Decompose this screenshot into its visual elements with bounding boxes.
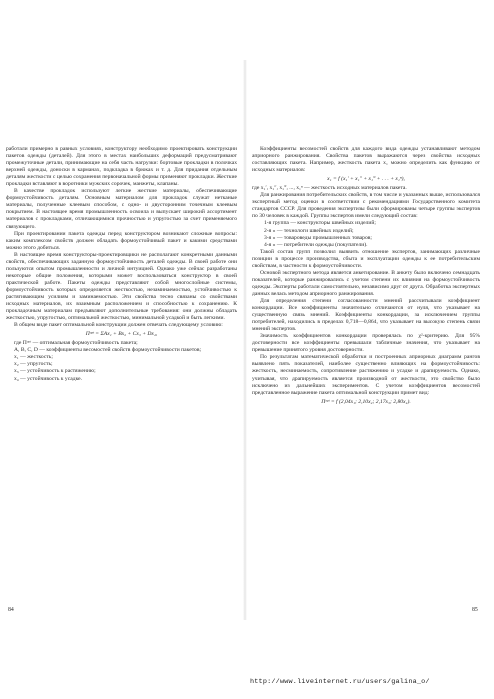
expert-group-item: 3-я » — товароведы промышленных товаров;	[264, 234, 372, 241]
left-page	[6, 146, 241, 616]
expert-groups-list	[252, 220, 480, 248]
right-paragraph: Такой состав групп позволил выявить отношение экспертов, занимающих различные позиции в процессе производства, сбыта и эксплуатации одежды к ее потребительским свойствам, в частности к формоустойчивости.	[252, 248, 480, 269]
definition-item: где Пᵒᵖᵗ — оптимальная формоустойчивость пакета;	[14, 340, 138, 347]
right-paragraph: Для ранжирования потребительских свойств, в том числе и указанных выше, использовался экспертный метод оценки в соответствии с рекомендациями Государственного комитета стандартов СССР. Для проведения экспертизы были сформированы четыре группы экспертов по 30 человек в каждой. Группы экспертов имели следующий состав:	[252, 192, 480, 220]
optimal-package-formula: Пᵒᵖᵗ = f (2,04x₁; 2,10x₂; 2,17x₃; 2,80x₄).	[321, 398, 411, 405]
definition-item: A, B, C, D — коэффициенты весомостей свойств формоустойчивости пакетов;	[14, 347, 202, 354]
formula-definitions	[6, 340, 237, 382]
optimal-stability-formula: Пᵒᵖᵗ = ΣAx₁ + Bx₂ + Cx₃ + Dx₄,	[85, 331, 158, 338]
left-paragraph: В общем виде пакет оптимальной конструкции должен отвечать следующему условию:	[14, 322, 223, 329]
source-url-watermark: http://www.liveinternet.ru/users/galina_o/	[250, 678, 430, 686]
right-paragraph: Основой экспертного метода является анкетирование. В анкету было включено семнадцать показателей, которые ранжировались с учетом степени их влияния на формоустойчивость одежды. Эксперты работали самостоятельно, независимо друг от друга. Обработка экспертных данных велась методом априорного ранжирования.	[252, 269, 480, 297]
definition-item: x₁ — жесткость;	[14, 354, 53, 361]
left-paragraph: В настоящее время конструкторы-проектировщики не располагают конкретными данными свойств, обеспечивающих заданную формоустойчивость деталей одежды. В своей работе они пользуются опытом промышленности и личной интуицией. Однако уже сейчас разработаны некоторые общие положения, которыми может воспользоваться конструктор в своей практической работе. Пакеты одежды представляют собой многослойные системы, формоустойчивость которых определяется жесткостью, незаминаемостью, устойчивостью к растягивающим усилиям и заминаемостью. Эти свойства тесно связаны со свойствами исходных материалов, их взаимным расположением и способностью к сохранению. К прокладочным материалам предъявляют дополнительные требования: они должны обладать жесткостью, упругостью, оптимальной жесткостью, минимальной усадкой и быть легкими.	[6, 251, 237, 322]
right-paragraph: Коэффициенты весомостей свойств для каждого вида одежды устанавливают методом априорного ранжирования. Свойства пакетов выражаются через свойства исходных составляющих пакета. Например, жесткость пакета x₁ можно определить как функцию от исходных материалов:	[252, 146, 480, 174]
expert-group-item: 4-я » — потребители одежды (покупатели).	[264, 241, 368, 248]
right-paragraph: Значимость коэффициентов конкордации проверялась по χ²-критерию. Для 95% достоверности все коэффициенты превышали табличные значения, что указывает на превышение принятого уровня достоверности.	[252, 333, 480, 354]
left-paragraph: работали примерно в равных условиях, конструктору необходимо проектировать конструкции пакетов одежды (деталей). Для этого в местах наибольших деформаций предусматривают промежуточные детали, принимающие на себя часть нагрузки: бортовые прокладки в полочках верхней одежды, доноски в карманах, подкладка в брюках и т. д. Для придания отдельным деталям жесткости с целью сохранения первоначальной формы применяют прокладки. Жесткие прокладки вставляют в воротники мужских сорочек, манжеты, клапаны.	[6, 146, 237, 188]
expert-group-item: 1-я группа — конструкторы швейных изделий;	[264, 220, 376, 227]
left-paragraph: В качестве прокладок используют легкие жесткие материалы, обеспечивающие формоустойчивость деталям. Основным материалом для прокладок служат нетканые материалы, полученные клеевым способом, с одно- и двусторонним точечным клеевым покрытием. В настоящее время промышленность освоила и выпускает широкий ассортимент материалов с прокладками, отличающимися прочностью и упругостью за счет применяемого связующего.	[6, 188, 237, 230]
left-paragraph: При проектировании пакета одежды перед конструктором возникают сложные вопросы: каким комплексом свойств должен обладать формоустойчивый пакет и какими средствами можно этого добиться.	[6, 230, 237, 251]
expert-group-item: 2-я » — технологи швейных изделий;	[264, 227, 354, 234]
definition-item: x₃ — устойчивость к растяжению;	[14, 368, 96, 375]
right-paragraph: Для определения степени согласованности мнений рассчитывали коэффициент конкордации. Все коэффициенты значительно отличаются от нуля, что указывает на существенную связь мнений. Коэффициенты конкордации, за исключением группы потребителей, находились в пределах 0,718—0,864, что указывает на высокую степень связи мнений экспертов.	[252, 297, 480, 333]
stiffness-formula: x₁ = f (x₁′ + x₁″ + x₁‴ + . . . + x₁ⁿ),	[327, 176, 405, 183]
book-gutter	[243, 60, 247, 620]
definition-item: x₄ — устойчивость к усадке.	[14, 375, 83, 382]
right-paragraph: По результатам математической обработки и построенных априорных диаграмм рангов выявлено пять показателей, наиболее существенно влияющих на формоустойчивость: жесткость, несминаемость, сопротивление растяжению и усадке и драпируемость. Однако, учитывая, что драпируемость является производной от жесткости, это свойство было исключено из дальнейших экспериментов. С учетом коэффициентов весомостей представленное выражение пакета оптимальной конструкции примет вид:	[252, 354, 480, 396]
definition-item: x₂ — упругость;	[14, 361, 53, 368]
right-paragraph: где x₁′, x₁″, x₁‴, ..., x₁ⁿ — жесткость исходных материалов пакета.	[252, 185, 407, 192]
right-page	[252, 146, 480, 616]
page-number-right: 85	[472, 607, 478, 613]
page-number-left: 84	[8, 607, 14, 613]
